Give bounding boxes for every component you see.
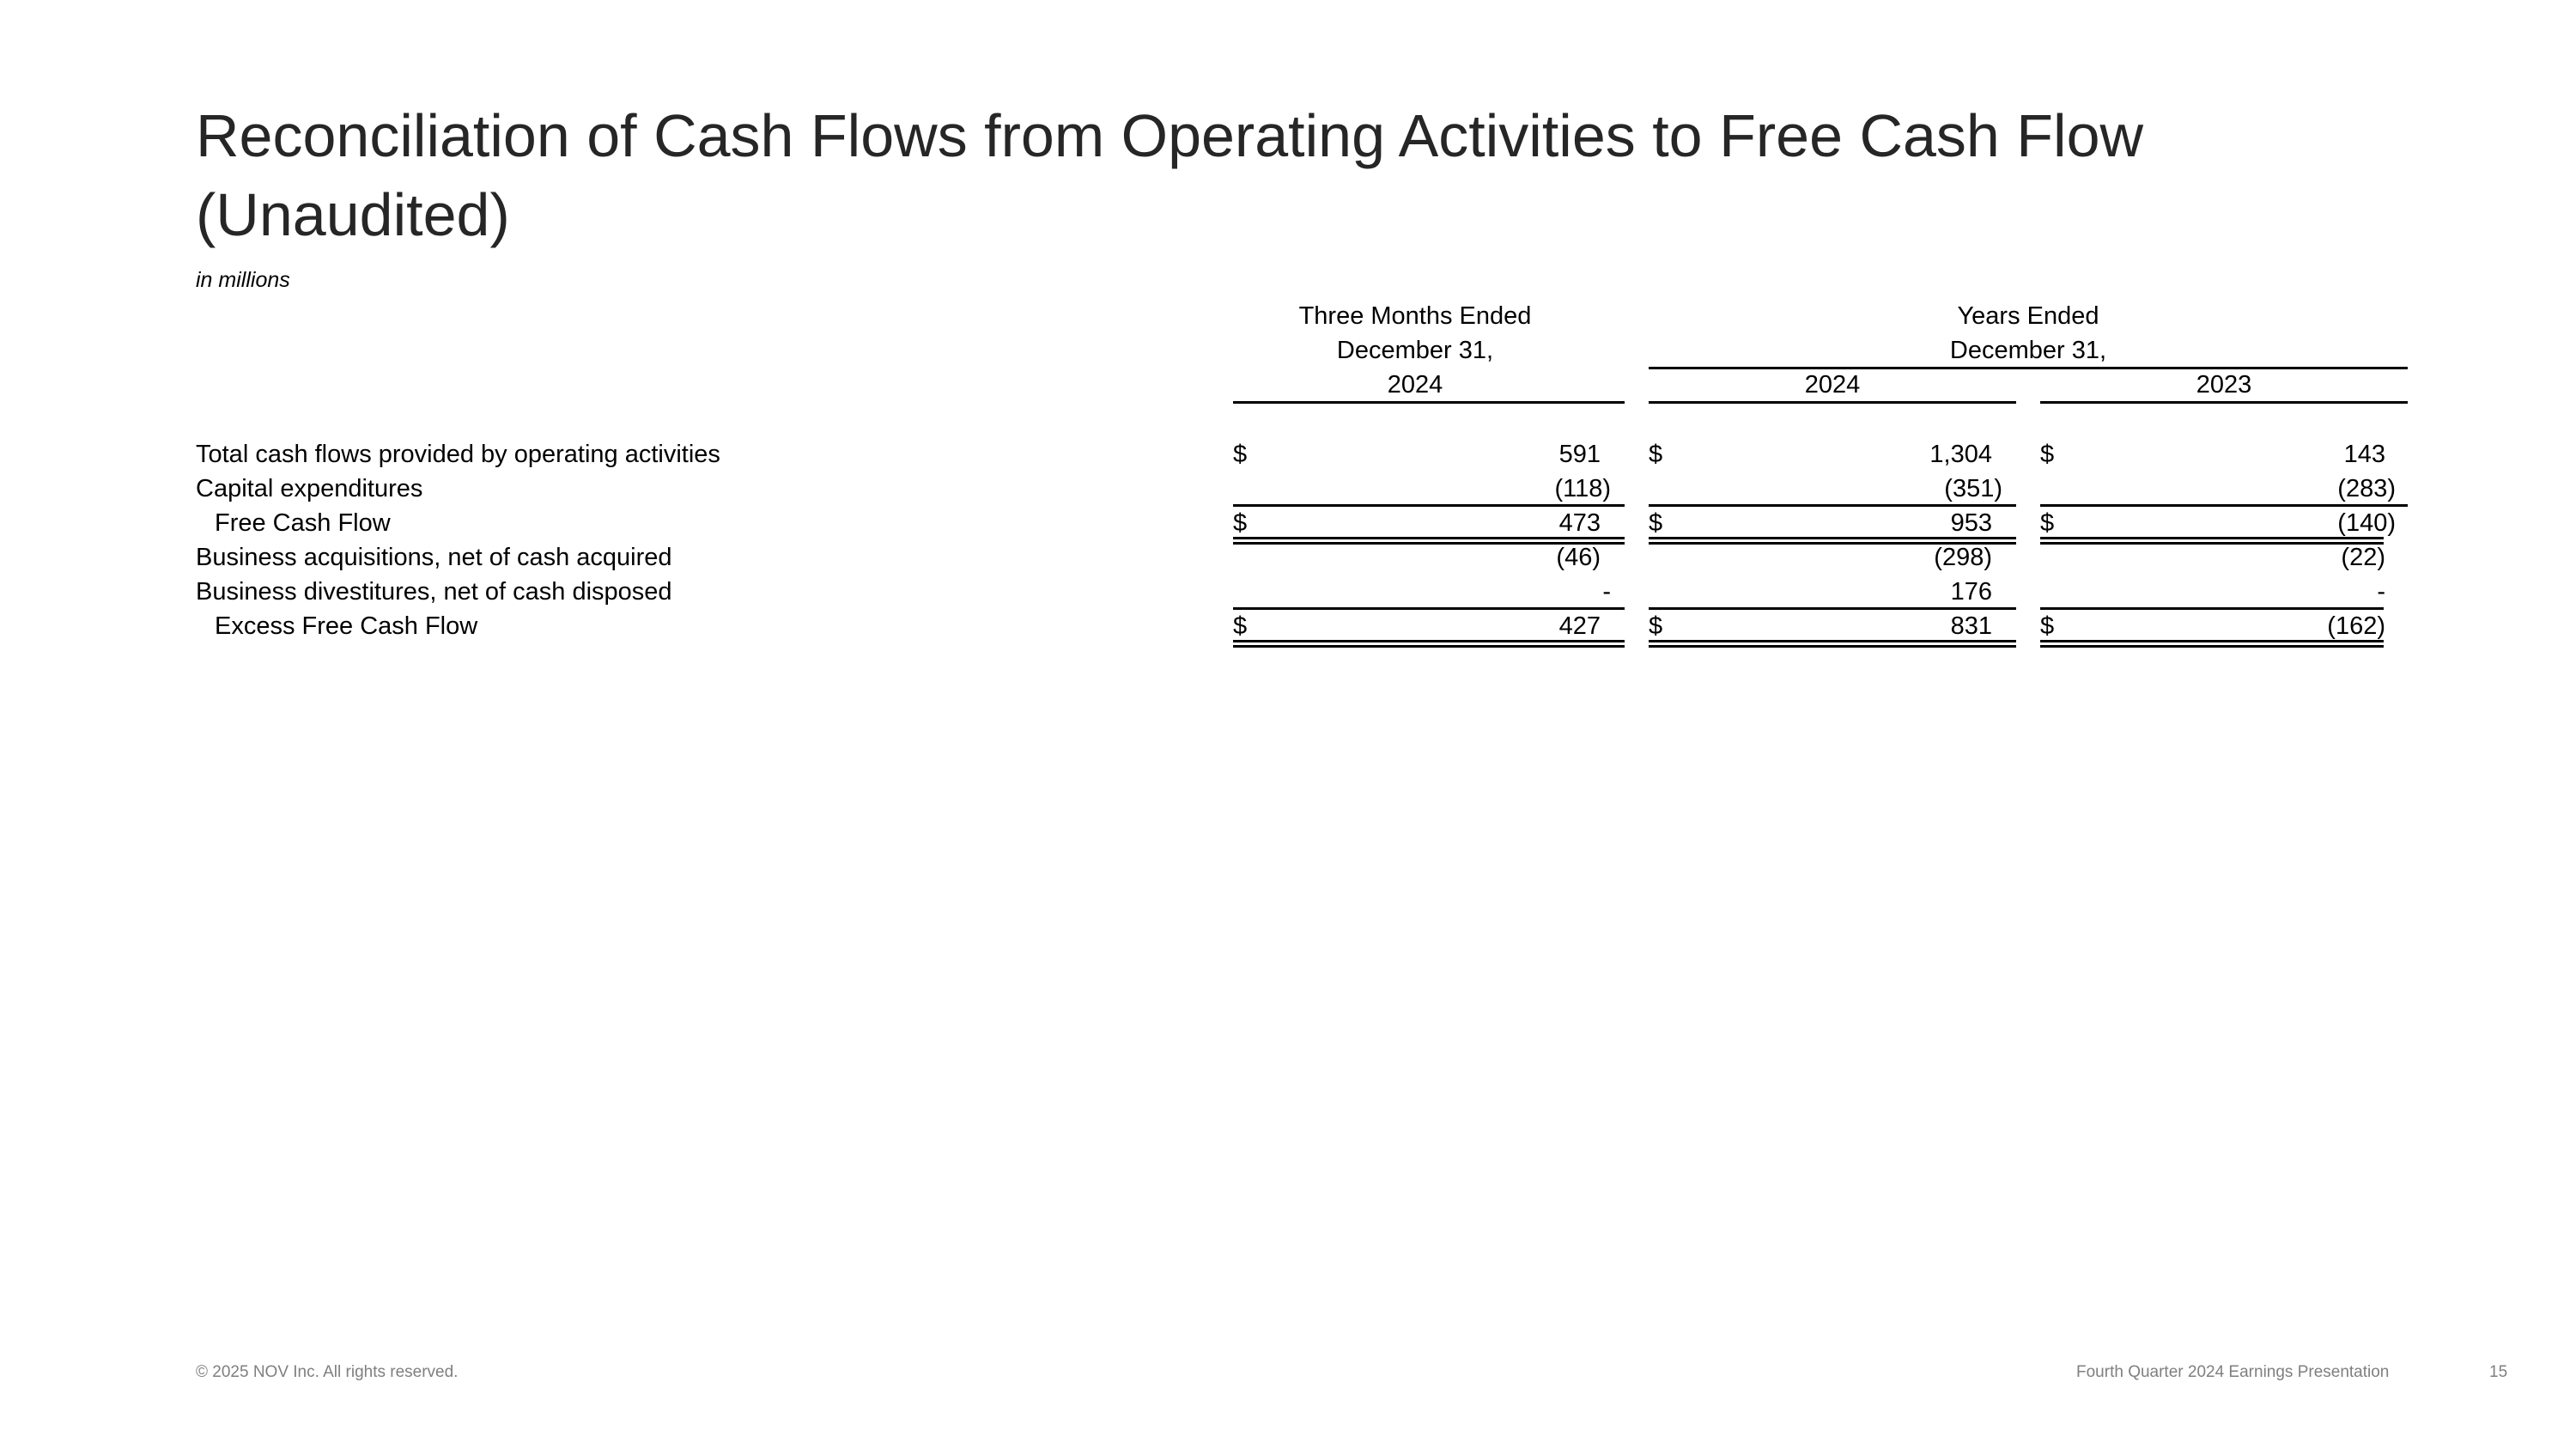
header-year-2023: 2023 xyxy=(2196,371,2252,399)
page-title: Reconciliation of Cash Flows from Operating Activities to Free Cash Flow (Unaudited) xyxy=(196,102,2144,248)
row-label-capex: Capital expenditures xyxy=(196,475,423,502)
value-q4-2024: - xyxy=(1602,578,1611,606)
header-three-months-line2: December 31, xyxy=(1336,337,1494,364)
value-fy-2024: (298) xyxy=(1934,544,1992,571)
header-year-2024: 2024 xyxy=(1804,371,1861,399)
value-fy-2023: - xyxy=(2377,578,2385,606)
header-years-line1: Years Ended xyxy=(1957,302,2099,330)
value-fy-2023: (140) xyxy=(2337,509,2396,537)
row-label-free-cash-flow: Free Cash Flow xyxy=(215,509,391,537)
header-rule-2023 xyxy=(2040,401,2408,404)
row-label-divestitures: Business divestitures, net of cash disposed xyxy=(196,578,672,606)
header-three-months-line1: Three Months Ended xyxy=(1298,302,1532,330)
header-rule-q4 xyxy=(1233,401,1625,404)
header-years-ended xyxy=(1649,299,2408,368)
header-rule-2024 xyxy=(1649,401,2016,404)
dollar-sign: $ xyxy=(1233,441,1248,468)
row-label-excess-free-cash-flow: Excess Free Cash Flow xyxy=(215,612,478,640)
value-fy-2024: 176 xyxy=(1950,578,1992,606)
value-fy-2024: 831 xyxy=(1950,612,1992,640)
value-q4-2024: (46) xyxy=(1556,544,1601,571)
value-q4-2024: 473 xyxy=(1558,509,1601,537)
total-double-rule-q4 xyxy=(1233,640,1625,648)
value-fy-2023: (162) xyxy=(2327,612,2385,640)
header-three-months xyxy=(1233,299,1597,402)
dollar-sign: $ xyxy=(2040,612,2055,640)
row-label-operating: Total cash flows provided by operating activities xyxy=(196,441,720,468)
value-q4-2024: 427 xyxy=(1558,612,1601,640)
dollar-sign: $ xyxy=(1649,441,1663,468)
total-double-rule-2024 xyxy=(1649,640,2016,648)
value-fy-2024: 953 xyxy=(1950,509,1992,537)
value-fy-2024: 1,304 xyxy=(1929,441,1992,468)
value-fy-2024: (351) xyxy=(1944,475,2002,502)
presentation-name: Fourth Quarter 2024 Earnings Presentation xyxy=(2076,1363,2390,1381)
dollar-sign: $ xyxy=(2040,509,2055,537)
header-three-months-year: 2024 xyxy=(1387,371,1443,399)
value-q4-2024: (118) xyxy=(1554,475,1611,502)
dollar-sign: $ xyxy=(1649,509,1663,537)
page-number: 15 xyxy=(2489,1363,2508,1381)
value-q4-2024: 591 xyxy=(1558,441,1601,468)
value-fy-2023: (283) xyxy=(2337,475,2396,502)
units-note: in millions xyxy=(196,268,290,292)
value-fy-2023: (22) xyxy=(2341,544,2385,571)
total-double-rule-2023 xyxy=(2040,640,2384,648)
dollar-sign: $ xyxy=(1233,509,1248,537)
value-fy-2023: 143 xyxy=(2343,441,2385,468)
header-years-line2: December 31, xyxy=(1949,337,2107,364)
copyright-notice: © 2025 NOV Inc. All rights reserved. xyxy=(196,1363,459,1381)
dollar-sign: $ xyxy=(1233,612,1248,640)
row-label-acquisitions: Business acquisitions, net of cash acquired xyxy=(196,544,672,571)
dollar-sign: $ xyxy=(2040,441,2055,468)
dollar-sign: $ xyxy=(1649,612,1663,640)
